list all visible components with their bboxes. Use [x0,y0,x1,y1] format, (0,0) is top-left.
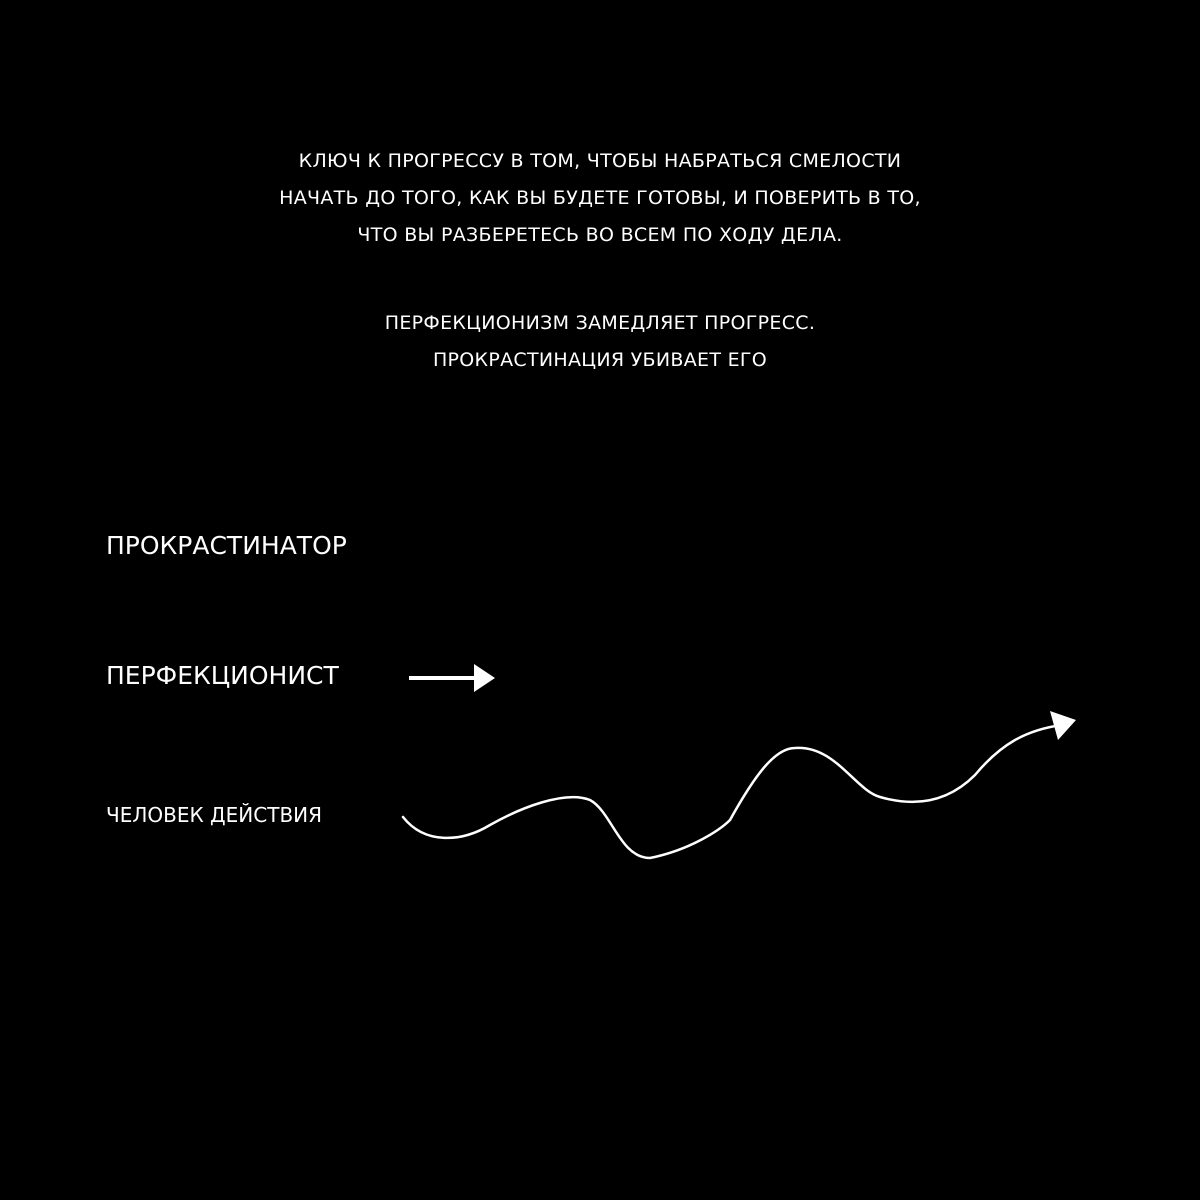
quote-line-2: НАЧАТЬ ДО ТОГО, КАК ВЫ БУДЕТЕ ГОТОВЫ, И ПОВЕРИТЬ В ТО, [279,187,921,209]
quote-line-1: КЛЮЧ К ПРОГРЕССУ В ТОМ, ЧТОБЫ НАБРАТЬСЯ СМЕЛОСТИ [298,150,902,172]
short-straight-arrow-icon [409,664,495,692]
wavy-upward-arrow-icon [403,711,1076,858]
perfectionist-label: ПЕРФЕКЦИОНИСТ [106,661,339,690]
quote-line-3: ЧТО ВЫ РАЗБЕРЕТЕСЬ ВО ВСЕМ ПО ХОДУ ДЕЛА. [357,224,843,246]
statement-line-2: ПРОКРАСТИНАЦИЯ УБИВАЕТ ЕГО [432,349,768,371]
action-person-label: ЧЕЛОВЕК ДЕЙСТВИЯ [106,803,323,827]
procrastinator-label: ПРОКРАСТИНАТОР [106,531,347,560]
statement-line-1: ПЕРФЕКЦИОНИЗМ ЗАМЕДЛЯЕТ ПРОГРЕСС. [384,312,816,334]
